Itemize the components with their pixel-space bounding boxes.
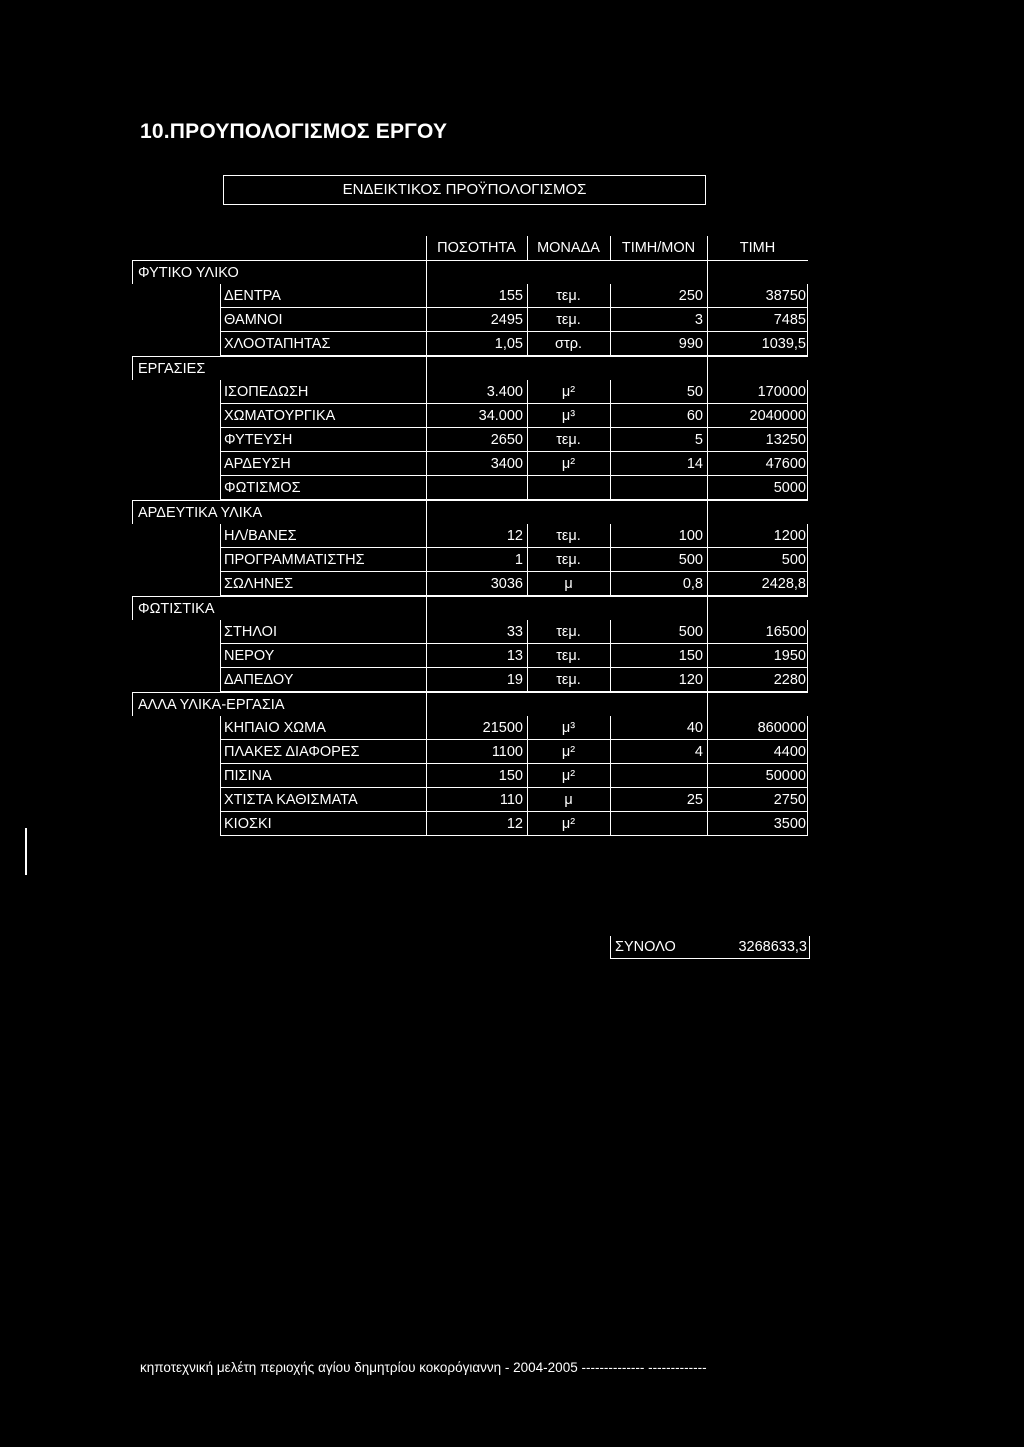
total-box [610, 936, 810, 959]
item-label: ΠΡΟΓΡΑΜΜΑΤΙΣΤΗΣ [224, 552, 365, 568]
item-total: 2428,8 [761, 576, 806, 592]
item-total: 1039,5 [761, 336, 806, 352]
item-label: ΠΙΣΙΝΑ [224, 768, 272, 784]
item-quantity: 12 [506, 528, 523, 544]
table-body [132, 260, 808, 836]
table-row [220, 524, 808, 548]
item-unit: τεμ. [556, 624, 581, 640]
item-unit-price: 0,8 [682, 576, 703, 592]
item-quantity: 34.000 [478, 408, 523, 424]
item-total: 1950 [773, 648, 806, 664]
table-row [220, 668, 808, 692]
category-label: ΑΛΛΑ ΥΛΙΚΑ-ΕΡΓΑΣΙΑ [138, 697, 285, 713]
item-label: ΧΩΜΑΤΟΥΡΓΙΚΑ [224, 408, 336, 424]
item-unit: μ² [561, 744, 576, 760]
header-unit: ΜΟΝΑΔΑ [537, 240, 600, 256]
item-unit: μ³ [561, 408, 576, 424]
item-unit-price: 50 [686, 384, 703, 400]
item-unit-price: 4 [694, 744, 703, 760]
item-total: 38750 [765, 288, 806, 304]
item-quantity: 1100 [491, 744, 523, 760]
category-label: ΦΥΤΙΚΟ ΥΛΙΚΟ [138, 265, 239, 281]
header-unit-price: ΤΙΜΗ/ΜΟΝ [621, 240, 696, 256]
item-quantity: 19 [506, 672, 523, 688]
item-quantity: 150 [498, 768, 523, 784]
category-label: ΑΡΔΕΥΤΙΚΑ ΥΛΙΚΑ [138, 505, 263, 521]
item-unit-price: 60 [686, 408, 703, 424]
table-row [220, 476, 808, 500]
item-unit-price: 3 [694, 312, 703, 328]
item-unit: μ² [561, 768, 576, 784]
table-row [220, 716, 808, 740]
header-quantity: ΠΟΣΟΤΗΤΑ [437, 240, 516, 256]
item-total: 170000 [757, 384, 806, 400]
item-label: ΧΛΟΟΤΑΠΗΤΑΣ [224, 336, 331, 352]
item-total: 16500 [765, 624, 806, 640]
category-row [132, 596, 808, 620]
table-row [220, 404, 808, 428]
item-quantity: 3.400 [486, 384, 523, 400]
page-footer: κηποτεχνική μελέτη περιοχής αγίου δημητρίου κοκορόγιαννη - 2004-2005 -------------- ------------- [140, 1360, 707, 1375]
table-row [220, 380, 808, 404]
item-quantity: 110 [499, 792, 523, 808]
table-row [220, 428, 808, 452]
item-unit: μ³ [561, 720, 576, 736]
item-quantity: 13 [506, 648, 523, 664]
item-unit-price [610, 812, 707, 836]
item-unit: στρ. [555, 336, 582, 352]
item-unit-price: 14 [686, 456, 703, 472]
table-row [220, 740, 808, 764]
item-quantity: 12 [506, 816, 523, 832]
item-total: 4400 [773, 744, 806, 760]
item-label: ΣΩΛΗΝΕΣ [224, 576, 294, 592]
item-total: 50000 [765, 768, 806, 784]
item-unit: τεμ. [556, 288, 581, 304]
category-row [132, 692, 808, 716]
item-label: ΚΙΟΣΚΙ [224, 816, 272, 832]
item-unit: μ [564, 576, 573, 592]
item-label: ΠΛΑΚΕΣ ΔΙΑΦΟΡΕΣ [224, 744, 360, 760]
item-unit: τεμ. [556, 672, 581, 688]
item-unit-price: 25 [686, 792, 703, 808]
category-row [132, 260, 808, 284]
item-unit: μ [564, 792, 573, 808]
item-unit-price: 5 [694, 432, 703, 448]
item-total: 2750 [773, 792, 806, 808]
page-title: 10.ΠΡΟΥΠΟΛΟΓΙΣΜΟΣ ΕΡΓΟΥ [140, 120, 448, 143]
box-title: ΕΝΔΕΙΚΤΙΚΟΣ ΠΡΟΫΠΟΛΟΓΙΣΜΟΣ [223, 175, 706, 205]
item-total: 47600 [765, 456, 806, 472]
table-row [220, 572, 808, 596]
item-unit [527, 476, 610, 500]
item-total: 13250 [765, 432, 806, 448]
item-quantity: 1 [514, 552, 523, 568]
table-row [220, 812, 808, 836]
category-row [132, 500, 808, 524]
item-unit-price: 250 [678, 288, 703, 304]
category-row [132, 356, 808, 380]
item-quantity: 155 [498, 288, 523, 304]
item-unit-price: 120 [678, 672, 703, 688]
item-label: ΑΡΔΕΥΣΗ [224, 456, 291, 472]
item-unit: τεμ. [556, 528, 581, 544]
item-unit: μ² [561, 384, 576, 400]
item-quantity: 2650 [490, 432, 523, 448]
item-quantity: 21500 [482, 720, 523, 736]
item-total: 7485 [773, 312, 806, 328]
table-row [220, 788, 808, 812]
item-unit-price: 100 [678, 528, 703, 544]
item-unit: τεμ. [556, 432, 581, 448]
item-unit: μ² [561, 456, 576, 472]
item-label: ΘΑΜΝΟΙ [224, 312, 283, 328]
item-unit-price: 500 [678, 552, 703, 568]
item-label: ΦΩΤΙΣΜΟΣ [224, 480, 301, 496]
item-label: ΣΤΗΛΟΙ [224, 624, 277, 640]
item-label: ΝΕΡΟΥ [224, 648, 275, 664]
item-total: 2040000 [749, 408, 806, 424]
budget-table [132, 236, 808, 836]
table-row [220, 308, 808, 332]
item-total: 5000 [773, 480, 806, 496]
item-total: 860000 [757, 720, 806, 736]
table-row [220, 332, 808, 356]
item-quantity [426, 476, 527, 500]
item-unit-price: 40 [686, 720, 703, 736]
item-label: ΚΗΠΑΙΟ ΧΩΜΑ [224, 720, 326, 736]
total-value: 3268633,3 [738, 939, 807, 955]
table-row [220, 548, 808, 572]
item-unit: τεμ. [556, 552, 581, 568]
table-row [220, 452, 808, 476]
item-unit-price: 150 [678, 648, 703, 664]
table-row [220, 644, 808, 668]
item-quantity: 3036 [490, 576, 523, 592]
item-label: ΔΕΝΤΡΑ [224, 288, 281, 304]
category-label: ΕΡΓΑΣΙΕΣ [138, 361, 206, 377]
item-quantity: 33 [506, 624, 523, 640]
item-total: 500 [781, 552, 806, 568]
item-label: ΧΤΙΣΤΑ ΚΑΘΙΣΜΑΤΑ [224, 792, 358, 808]
item-label: ΦΥΤΕΥΣΗ [224, 432, 293, 448]
header-price: ΤΙΜΗ [739, 240, 776, 256]
category-label: ΦΩΤΙΣΤΙΚΑ [138, 601, 215, 617]
item-unit-price [610, 764, 707, 788]
item-unit: τεμ. [556, 312, 581, 328]
table-row [220, 620, 808, 644]
item-unit: μ² [561, 816, 576, 832]
table-row [220, 284, 808, 308]
item-total: 3500 [773, 816, 806, 832]
item-unit-price: 500 [678, 624, 703, 640]
item-total: 1200 [773, 528, 806, 544]
total-label: ΣΥΝΟΛΟ [615, 939, 676, 955]
side-mark [25, 828, 27, 875]
item-label: ΗΛ/ΒΑΝΕΣ [224, 528, 297, 544]
item-unit: τεμ. [556, 648, 581, 664]
item-total: 2280 [773, 672, 806, 688]
item-label: ΔΑΠΕΔΟΥ [224, 672, 294, 688]
item-label: ΙΣΟΠΕΔΩΣΗ [224, 384, 309, 400]
item-unit-price: 990 [678, 336, 703, 352]
table-row [220, 764, 808, 788]
item-quantity: 1,05 [494, 336, 523, 352]
item-quantity: 2495 [490, 312, 523, 328]
item-unit-price [610, 476, 707, 500]
table-header-row [132, 236, 808, 260]
item-quantity: 3400 [490, 456, 523, 472]
